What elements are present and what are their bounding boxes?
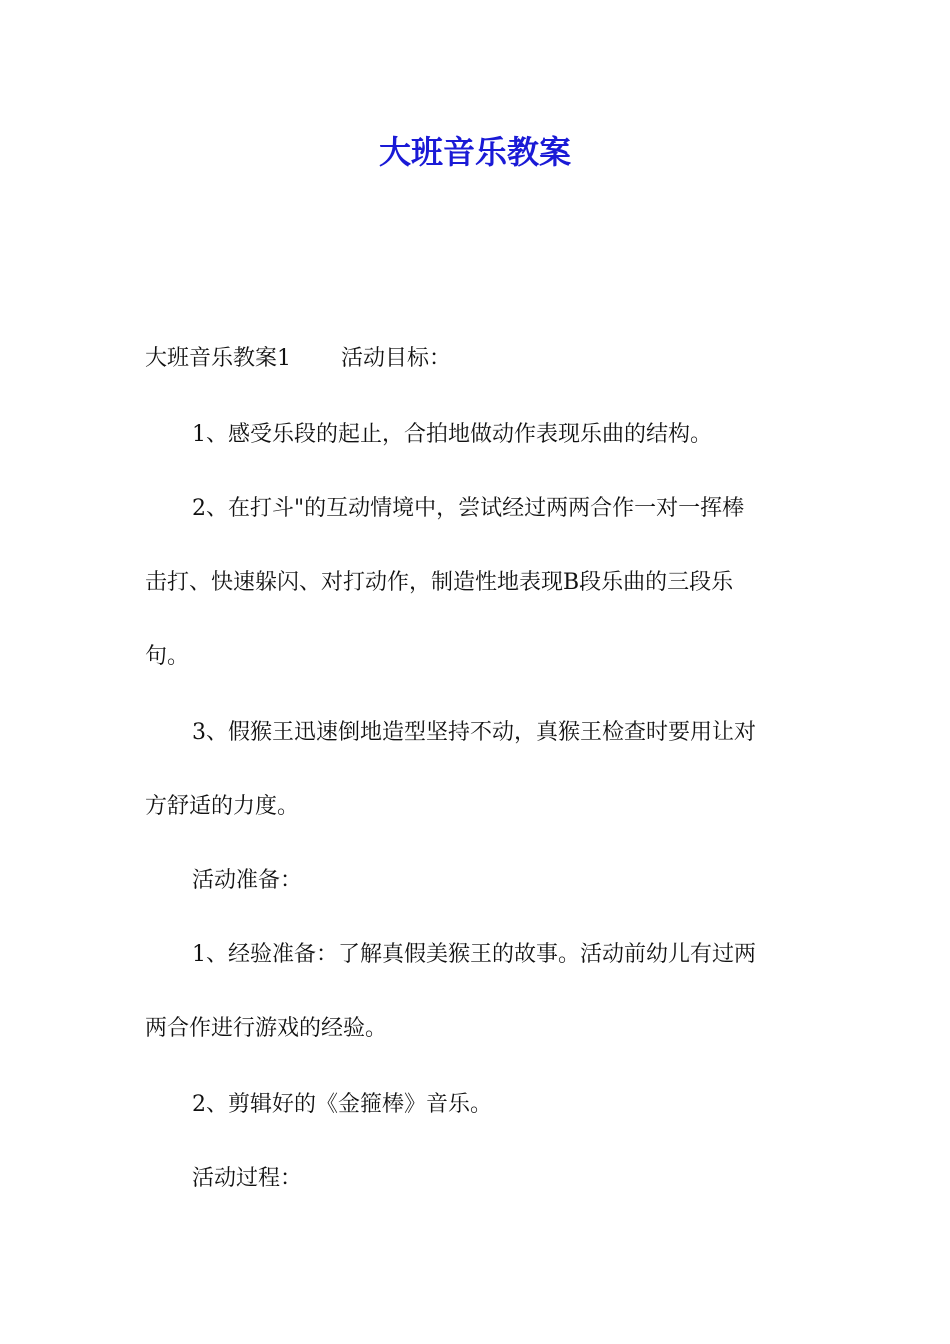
prep-1-line-1: 1、经验准备：了解真假美猴王的故事。活动前幼儿有过两	[192, 942, 756, 967]
goals-label: 活动目标：	[341, 346, 452, 371]
goal-2-line-1: 2、在打斗"的互动情境中，尝试经过两两合作一对一挥棒	[192, 496, 745, 521]
process-label: 活动过程：	[192, 1166, 303, 1191]
prep-2: 2、剪辑好的《金箍棒》音乐。	[192, 1092, 492, 1117]
goal-1: 1、感受乐段的起止，合拍地做动作表现乐曲的结构。	[192, 422, 712, 447]
section-heading-line	[145, 344, 825, 374]
document-title: 大班音乐教案	[378, 133, 571, 171]
section-heading: 大班音乐教案1	[145, 346, 291, 371]
prep-1-line-2: 两合作进行游戏的经验。	[145, 1016, 388, 1041]
goal-2-line-3: 句。	[145, 644, 190, 669]
goal-3-line-1: 3、假猴王迅速倒地造型坚持不动，真猴王检查时要用让对	[192, 720, 756, 745]
prep-label: 活动准备：	[192, 868, 303, 893]
goal-2-line-2: 击打、快速躲闪、对打动作，制造性地表现B段乐曲的三段乐	[145, 570, 734, 595]
goal-3-line-2: 方舒适的力度。	[145, 794, 300, 819]
